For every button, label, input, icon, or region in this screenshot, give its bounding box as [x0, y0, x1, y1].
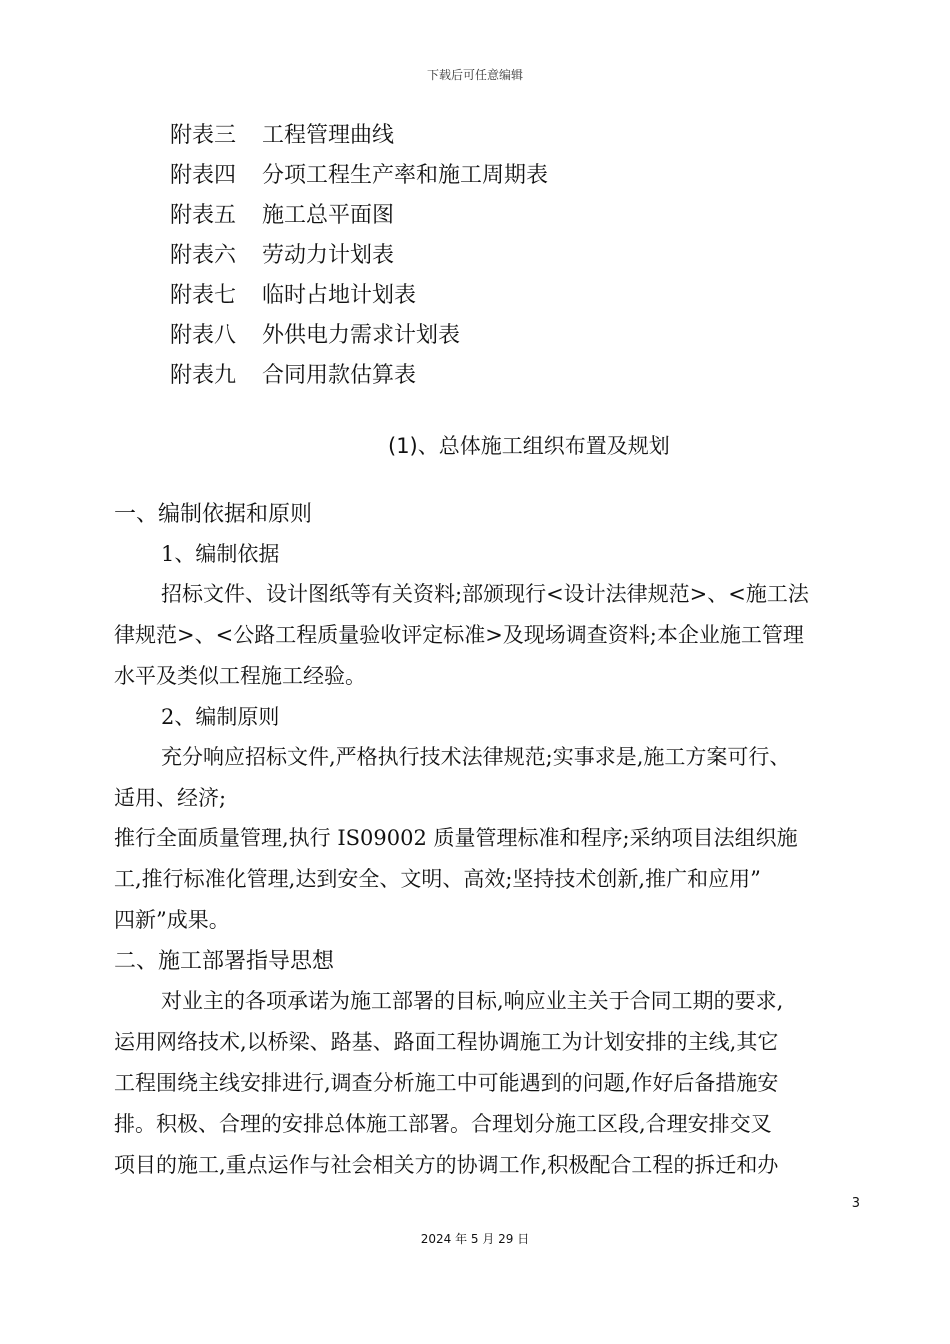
page-header: 下载后可任意编辑	[426, 68, 523, 82]
paragraph-line: 项目的施工,重点运作与社会相关方的协调工作,积极配合工程的拆迁和办	[114, 1153, 779, 1177]
section-title: (1)、总体施工组织布置及规划	[388, 434, 670, 458]
paragraph-basis	[114, 574, 874, 697]
appendix-label: 附表六	[170, 243, 237, 268]
appendix-label: 附表五	[170, 203, 237, 228]
appendix-item	[170, 196, 548, 236]
heading-guiding-thought: 二、施工部署指导思想	[114, 949, 335, 974]
footer-date: 2024 年 5 月 29 日	[420, 1232, 530, 1246]
appendix-title: 分项工程生产率和施工周期表	[262, 163, 549, 188]
paragraph-principles	[114, 737, 874, 819]
appendix-title: 工程管理曲线	[262, 123, 395, 148]
subheading-principles-text: 2、编制原则	[161, 705, 280, 729]
subheading-basis-text: 1、编制依据	[161, 542, 280, 566]
paragraph-line: 律规范>、<公路工程质量验收评定标准>及现场调查资料;本企业施工管理	[114, 623, 804, 647]
appendix-item	[170, 236, 548, 276]
paragraph-line: 对业主的各项承诺为施工部署的目标,响应业主关于合同工期的要求,	[161, 989, 784, 1013]
subheading-principles	[114, 697, 874, 738]
appendix-item	[170, 156, 548, 196]
appendix-title: 合同用款估算表	[262, 363, 417, 388]
paragraph-quality	[114, 818, 874, 941]
page-number: 3	[851, 1196, 860, 1211]
appendix-label: 附表三	[170, 123, 237, 148]
appendix-title: 施工总平面图	[262, 203, 395, 228]
paragraph-line: 充分响应招标文件,严格执行技术法律规范;实事求是,施工方案可行、	[161, 745, 791, 769]
appendix-title: 临时占地计划表	[262, 283, 417, 308]
subheading-basis	[114, 534, 874, 575]
appendix-label: 附表八	[170, 323, 237, 348]
appendix-title: 劳动力计划表	[262, 243, 395, 268]
paragraph-line: 运用网络技术,以桥梁、路基、路面工程协调施工为计划安排的主线,其它	[114, 1030, 779, 1054]
paragraph-line: 工程围绕主线安排进行,调查分析施工中可能遇到的问题,作好后备措施安	[114, 1071, 779, 1095]
appendix-title: 外供电力需求计划表	[262, 323, 461, 348]
paragraph-deployment	[114, 981, 874, 1186]
appendix-item	[170, 116, 548, 156]
paragraph-line: 推行全面质量管理,执行 IS09002 质量管理标准和程序;采纳项目法组织施	[114, 826, 798, 850]
paragraph-line: 水平及类似工程施工经验。	[114, 664, 366, 688]
appendix-item	[170, 316, 548, 356]
paragraph-line: 排。积极、合理的安排总体施工部署。合理划分施工区段,合理安排交叉	[114, 1112, 772, 1136]
heading-basis-principles: 一、编制依据和原则	[114, 502, 313, 527]
paragraph-line: 适用、经济;	[114, 786, 227, 810]
appendix-item	[170, 276, 548, 316]
paragraph-line: 工,推行标准化管理,达到安全、文明、高效;坚持技术创新,推广和应用”	[114, 867, 761, 891]
appendix-label: 附表七	[170, 283, 237, 308]
appendix-label: 附表九	[170, 363, 237, 388]
appendix-label: 附表四	[170, 163, 237, 188]
paragraph-line: 招标文件、设计图纸等有关资料;部颁现行<设计法律规范>、<施工法	[161, 582, 809, 606]
appendix-list	[170, 116, 548, 396]
appendix-item	[170, 356, 548, 396]
paragraph-line: 四新”成果。	[114, 908, 230, 932]
